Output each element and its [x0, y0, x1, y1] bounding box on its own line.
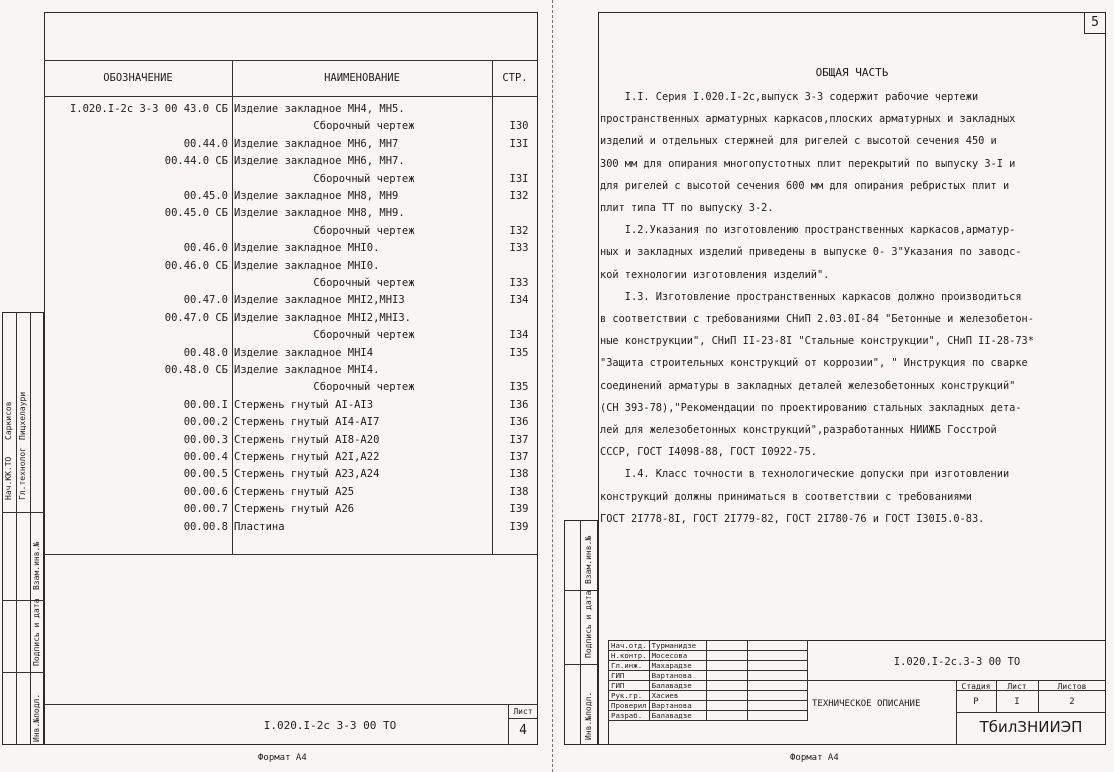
stamp-code-line	[808, 680, 1106, 681]
stamp-code: I.020.I-2с.3-3 00 ТО	[893, 656, 1021, 668]
row-name: Изделие закладное МНI2,МНI3.	[234, 311, 412, 324]
row-name: Сборочный чертеж	[313, 277, 415, 289]
table-row	[44, 399, 584, 412]
header-designation: ОБОЗНАЧЕНИЕ	[103, 72, 173, 84]
left-side-stamp	[2, 312, 44, 745]
row-name: Изделие закладное МНI4.	[234, 364, 380, 376]
table-row	[44, 138, 584, 151]
row-page: I32	[509, 190, 529, 202]
stamp-person: Вартанова	[649, 701, 706, 711]
row-name: Стержень гнутый А23,А24	[234, 468, 380, 481]
row-page: I33	[509, 242, 529, 255]
row-designation: 00.45.0	[183, 190, 228, 202]
row-page: I35	[509, 346, 529, 359]
table-row	[44, 347, 584, 360]
text-line: I.4. Класс точности в технологические допуски при изготовлении	[600, 468, 1010, 481]
table-row	[44, 103, 584, 116]
stamp-signature	[706, 661, 747, 671]
row-name: Изделие закладное МНI4	[234, 346, 374, 359]
text-line: СССР, ГОСТ I4098-88, ГОСТ I0922-75.	[600, 446, 817, 459]
stamp-date	[747, 691, 807, 701]
stamp-person: Балавадзе	[649, 681, 706, 691]
row-name: Изделие закладное МНI0.	[234, 259, 380, 272]
stamp-row	[609, 681, 808, 691]
row-designation: 00.00.8	[183, 520, 228, 533]
row-designation: 00.47.0	[183, 294, 228, 307]
table-row	[44, 242, 584, 255]
format-label: Формат А4	[258, 753, 307, 763]
stamp-role: Проверил	[609, 701, 650, 711]
header-name: НАИМЕНОВАНИЕ	[324, 72, 400, 84]
stamp-role: Разраб.	[609, 711, 650, 721]
text-line: I.3. Изготовление пространственных каркасов должно производиться	[600, 290, 1022, 303]
text-line: ных и закладных изделий приведены в выпуске 0- 3"Указания по заводс-	[600, 246, 1022, 259]
row-designation: 00.00.5	[183, 468, 228, 481]
text-line: ГОСТ 2I778-8I, ГОСТ 2I779-82, ГОСТ 2I780-76 и ГОСТ I30I5.0-83.	[600, 512, 985, 525]
row-name: Сборочный чертеж	[313, 120, 415, 133]
row-name: Сборочный чертеж	[313, 224, 415, 237]
row-name: Стержень гнутый АI4-АI7	[234, 416, 380, 429]
stamp-person: Вартанова	[649, 671, 706, 681]
row-designation: 00.44.0	[183, 137, 228, 150]
row-name: Изделие закладное МН6, МН7.	[234, 155, 405, 168]
stamp-row	[609, 661, 808, 671]
row-designation: 00.00.3	[183, 433, 228, 446]
row-name: Сборочный чертеж	[313, 329, 415, 342]
stamp-signature	[706, 651, 747, 661]
sheet-label: Лист	[513, 707, 533, 716]
row-page: I37	[509, 433, 529, 446]
row-designation: 00.00.7	[183, 503, 228, 516]
row-name: Сборочный чертеж	[313, 381, 415, 394]
text-line: плит типа ТТ по выпуску 3-2.	[600, 202, 774, 214]
side-position: Нач.КК.ТО	[4, 456, 13, 500]
text-line: I.I. Серия I.020.I-2с,выпуск 3-3 содержит рабочие чертежи	[600, 91, 979, 103]
stamp-date	[747, 641, 807, 651]
stamp-date	[747, 651, 807, 661]
table-row	[44, 329, 584, 342]
text-line: кой технологии изготовления изделий".	[600, 268, 830, 281]
row-designation: 00.48.0 СБ	[164, 364, 228, 376]
text-line: I.2.Указания по изготовлению пространственных каркасов,арматур-	[600, 224, 1016, 237]
stamp-role: Н.контр.	[609, 651, 650, 661]
side-col1: Взам.инв.№	[32, 541, 41, 590]
row-name: Стержень гнутый А26	[234, 503, 355, 516]
sheet-value: I	[1014, 697, 1020, 707]
title-block-top	[44, 704, 538, 705]
text-line: конструкций должны приниматься в соответствии с требованиями	[600, 490, 972, 503]
row-designation: 00.44.0 СБ	[164, 155, 228, 168]
bottom-code: I.020.I-2с 3-3 00 ТО	[263, 719, 397, 732]
stamp-role: Рук.гр.	[609, 691, 650, 701]
table-row	[44, 207, 584, 220]
stamp-role: ГИП	[609, 671, 650, 681]
stamp-doc-title: ТЕХНИЧЕСКОЕ ОПИСАНИЕ	[812, 699, 921, 709]
stamp-person: Махарадзе	[649, 661, 706, 671]
stamp-date	[747, 671, 807, 681]
stamp-date	[747, 681, 807, 691]
table-row	[44, 190, 584, 203]
table-row	[44, 451, 584, 464]
row-page: I34	[509, 294, 529, 307]
stage-value: Р	[973, 697, 979, 707]
row-designation: 00.00.4	[183, 451, 228, 463]
table-row	[44, 381, 584, 394]
stamp-signature	[706, 681, 747, 691]
text-line: для ригелей с высотой сечения 600 мм для опирания ребристых плит и	[600, 179, 1010, 192]
rside-col1: Взам.инв.№	[584, 535, 593, 584]
row-name: Изделие закладное МН6, МН7	[234, 137, 399, 150]
table-row	[44, 225, 584, 238]
stamp-person: Мосесова	[649, 651, 706, 661]
rside-col3: Инв.№подл.	[584, 691, 593, 740]
row-name: Изделие закладное МНI0.	[234, 242, 380, 255]
row-page: I38	[509, 468, 529, 481]
side-position2: Гл.технолог	[18, 447, 27, 500]
text-line: "Защита строительных конструкций от коррозии", " Инструкция по сварке	[600, 357, 1028, 370]
stamp-signature	[706, 671, 747, 681]
sheets-value: 2	[1069, 697, 1075, 707]
row-name: Изделие закладное МН8, МН9	[234, 190, 399, 202]
header-bottom-line	[44, 96, 538, 97]
stamp-role: ГИП	[609, 681, 650, 691]
table-row	[44, 120, 584, 133]
stamp-role: Гл.инж.	[609, 661, 650, 671]
header-top-line	[44, 60, 538, 61]
text-line: ные конструкции", СНиП II-23-8I "Стальные конструкции", СНиП II-28-73*	[600, 335, 1034, 348]
text-line: соединений арматуры в закладных деталей железобетонных конструкций"	[600, 379, 1016, 392]
row-name: Стержень гнутый А2I,А22	[234, 451, 380, 463]
text-line: пространственных арматурных каркасов,плоских арматурных и закладных	[600, 113, 1016, 126]
table-bottom-line	[44, 554, 538, 555]
stamp-date	[747, 701, 807, 711]
row-designation: 00.00.2	[183, 416, 228, 429]
row-page: I36	[509, 416, 529, 429]
table-row	[44, 521, 584, 534]
table-row	[44, 173, 584, 186]
stamp-signature	[706, 711, 747, 721]
row-designation: 00.47.0 СБ	[164, 311, 228, 324]
row-page: I36	[509, 398, 529, 411]
row-name: Сборочный чертеж	[313, 172, 415, 185]
stamp-row	[609, 671, 808, 681]
table-row	[44, 312, 584, 325]
row-designation: I.020.I-2с 3-3 00 43.0 СБ	[69, 103, 228, 115]
row-designation: 00.48.0	[183, 346, 228, 359]
text-line: 300 мм для опирания многопустотных плит перекрытий по выпуску 3-I и	[600, 157, 1016, 170]
stamp-signatures	[608, 640, 808, 721]
side-col3: Инв.№подл.	[32, 693, 41, 742]
stamp-role: Нач.отд.	[609, 641, 650, 651]
stage-label: Стадия	[961, 682, 991, 691]
row-page: I32	[509, 224, 529, 237]
section-title: ОБЩАЯ ЧАСТЬ	[815, 66, 889, 79]
stamp-row	[609, 701, 808, 711]
row-page: I38	[509, 485, 529, 498]
stamp-person: Хасиев	[649, 691, 706, 701]
side-div-b	[30, 312, 31, 745]
row-page: I37	[509, 451, 529, 463]
organization: ТбилЗНИИЭП	[979, 718, 1083, 736]
row-designation: 00.00.6	[183, 485, 228, 498]
text-line: лей для железобетонных конструкций",разработанных НИИЖБ Госстрой	[600, 424, 997, 436]
stamp-signature	[706, 691, 747, 701]
side-col2: Подпись и дата	[32, 598, 41, 666]
text-line: (СН 393-78),"Рекомендации по проектированию стальных закладных дета-	[600, 401, 1022, 414]
table-row	[44, 503, 584, 516]
table-row	[44, 486, 584, 499]
row-page: I35	[509, 381, 529, 394]
side-name1: Саркисов	[4, 401, 13, 440]
stamp-signature	[706, 641, 747, 651]
page-separator	[552, 0, 553, 772]
row-name: Стержень гнутый А25	[234, 485, 355, 498]
rside-div	[580, 520, 581, 745]
sheets-label: Листов	[1057, 682, 1087, 691]
stamp-row	[609, 641, 808, 651]
sheet-number: 4	[519, 723, 527, 738]
row-name: Изделие закладное МНI2,МНI3	[234, 294, 405, 307]
table-row	[44, 364, 584, 377]
left-page	[0, 0, 552, 772]
side-name2: Пицхелаури	[18, 391, 27, 440]
stamp-row	[609, 691, 808, 701]
text-line: изделий и отдельных стержней для ригелей с высотой сечения 450 и	[600, 135, 997, 148]
row-name: Стержень гнутый АI8-А20	[234, 433, 380, 446]
row-page: I33	[509, 277, 529, 289]
header-page: СТР.	[502, 72, 528, 84]
stamp-signature	[706, 701, 747, 711]
side-h3	[2, 672, 44, 673]
right-format-label: Формат А4	[790, 753, 839, 763]
row-page: I34	[509, 329, 529, 342]
rside-h2	[564, 664, 598, 665]
contents-table	[44, 103, 538, 543]
table-row	[44, 155, 584, 168]
row-name: Стержень гнутый АI-АI3	[234, 398, 374, 411]
table-row	[44, 434, 584, 447]
table-row	[44, 260, 584, 273]
row-name: Изделие закладное МН8, МН9.	[234, 207, 405, 220]
title-block-sheet-div	[508, 718, 538, 719]
row-designation: 00.46.0	[183, 242, 228, 255]
row-designation: 00.45.0 СБ	[164, 207, 228, 220]
stamp-person: Турманидзе	[649, 641, 706, 651]
table-row	[44, 294, 584, 307]
stamp-row	[609, 651, 808, 661]
stamp-sheet-label: Лист	[1007, 682, 1027, 691]
stamp-person: Балавадзе	[649, 711, 706, 721]
stamp-right-h2	[956, 712, 1106, 713]
table-row	[44, 468, 584, 481]
page-number: 5	[1091, 15, 1099, 30]
row-page: I39	[509, 520, 529, 533]
table-row	[44, 416, 584, 429]
row-designation: 00.46.0 СБ	[164, 259, 228, 272]
side-h1	[2, 512, 44, 513]
stamp-row	[609, 711, 808, 721]
row-page: I3I	[509, 137, 529, 150]
table-row	[44, 277, 584, 290]
row-designation: 00.00.I	[183, 398, 228, 411]
row-name: Изделие закладное МН4, МН5.	[234, 103, 405, 115]
side-div-a	[16, 312, 17, 745]
rside-col2: Подпись и дата	[584, 590, 593, 658]
row-page: I3I	[509, 172, 529, 185]
stamp-date	[747, 711, 807, 721]
text-line: в соответствии с требованиями СНиП 2.03.0I-84 "Бетонные и железобетон-	[600, 313, 1034, 325]
row-name: Пластина	[234, 520, 285, 533]
stamp-date	[747, 661, 807, 671]
row-page: I30	[509, 120, 529, 133]
row-page: I39	[509, 503, 529, 516]
